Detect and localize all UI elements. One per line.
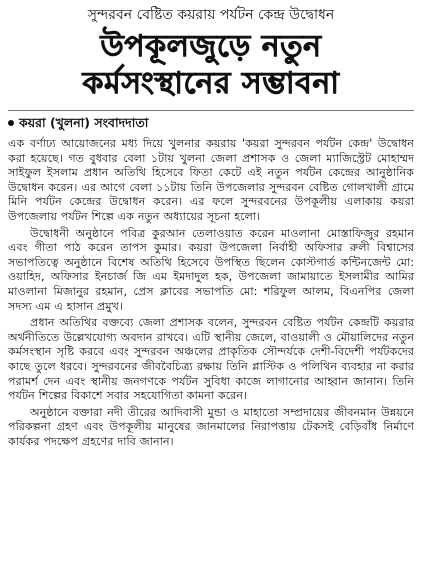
article-paragraph-1: এক বর্ণাঢ্য আয়োজনের মধ্য দিয়ে খুলনার কয়রায় 'কয়রা সুন্দরবন পর্যটন কেন্দ্র' উদ্বোধন করা হয়েছে। গত বুধবার বেলা ১টায় খুলনা জেলা প্রশাসক ও জেলা ম্যাজিস্ট্রেট মোহাম্মদ সাইফুল ইসলাম প্রধান অতিথি হিসেবে ফিতা কেটে এই নতুন পর্যটন কেন্দ্রের আনুষ্ঠানিক উদ্বোধন করেন। এর আগে বেলা ১১টায় তিনি উপজেলার সুন্দরবন বেষ্টিত গোলখালী গ্রামে মিনি পর্যটন কেন্দ্রের উদ্বোধন করেন। এর ফলে সুন্দরবনের উপকূলীয় এলাকায় কয়রা উপজেলায় পর্যটন শিল্পে এক নতুন অধ্যায়ের সূচনা হলো। bbox=[8, 137, 414, 223]
headline-line-2: কর্মসংস্থানের সম্ভাবনা bbox=[82, 66, 340, 101]
article-paragraph-2: উদ্বোধনী অনুষ্ঠানে পবিত্র কুরআন তেলাওয়াত করেন মাওলানা মোস্তাফিজুর রহমান এবং গীতা পাঠ করেন তাপস কুমার। কয়রা উপজেলা নির্বাহী অফিসার রুলী বিশ্বাসের সভাপতিত্বে অনুষ্ঠানে বিশেষ অতিথি হিসেবে উপস্থিত ছিলেন কোস্টগার্ড কন্টিনজেন্ট মো: ওয়াহিদ, অফিসার ইনচার্জ জি এম ইমদাদুল হক, উপজেলা জামায়াতে ইসলামীর আমির মাওলানা মিজানুর রহমান, প্রেস ক্লাবের সভাপতি মো: শরিফুল আলম, বিএনপির জেলা সদস্য এম এ হাসান প্রমুখ। bbox=[8, 226, 414, 313]
byline-text: কয়রা (খুলনা) সংবাদদাতা bbox=[19, 115, 149, 130]
bullet-icon bbox=[8, 120, 14, 126]
article-body bbox=[8, 137, 414, 449]
headline-line-1: উপকূলজুড়ে নতুন bbox=[100, 29, 322, 64]
headline bbox=[8, 28, 414, 102]
byline bbox=[8, 110, 414, 135]
article-paragraph-4: অনুষ্ঠানে বক্তারা নদী তীরের আদিবাসী মুন্ডা ও মাহাতো সম্প্রদায়ের জীবনমান উন্নয়নে পরিকল্পনা গ্রহণ এবং উপকূলীয় মানুষের জানমালের নিরাপত্তায় টেকসই বেড়িবাঁধ নির্মাণে কার্যকর পদক্ষেপ গ্রহণের দাবি জানান। bbox=[8, 405, 414, 448]
kicker-headline: সুন্দরবন বেষ্টিত কয়রায় পর্যটন কেন্দ্র উদ্বোধন bbox=[87, 7, 335, 23]
article-paragraph-3: প্রধান অতিথির বক্তব্যে জেলা প্রশাসক বলেন, সুন্দরবন বেষ্টিত পর্যটন কেন্দ্রটি কয়রার অর্থনীতিতে উল্লেখযোগ্য অবদান রাখবে। এটি স্থানীয় জেলে, বাওয়ালী ও মৌয়ালিদের নতুন কর্মসংস্থান সৃষ্টি করবে এবং সুন্দরবন অঞ্চলের প্রাকৃতিক সৌন্দর্যকে দেশী-বিদেশী পর্যটকদের কাছে তুলে ধরবে। সুন্দরবনের জীববৈচিত্র্য রক্ষায় তিনি প্লাস্টিক ও পলিথিন ব্যবহার না করার পরামর্শ দেন এবং স্থানীয় জনগণকে পর্যটন সুবিধা কাজে লাগানোর আহ্বান জানান। তিনি পর্যটন শিল্পের বিকাশে সবার সহযোগিতা কামনা করেন। bbox=[8, 316, 414, 403]
